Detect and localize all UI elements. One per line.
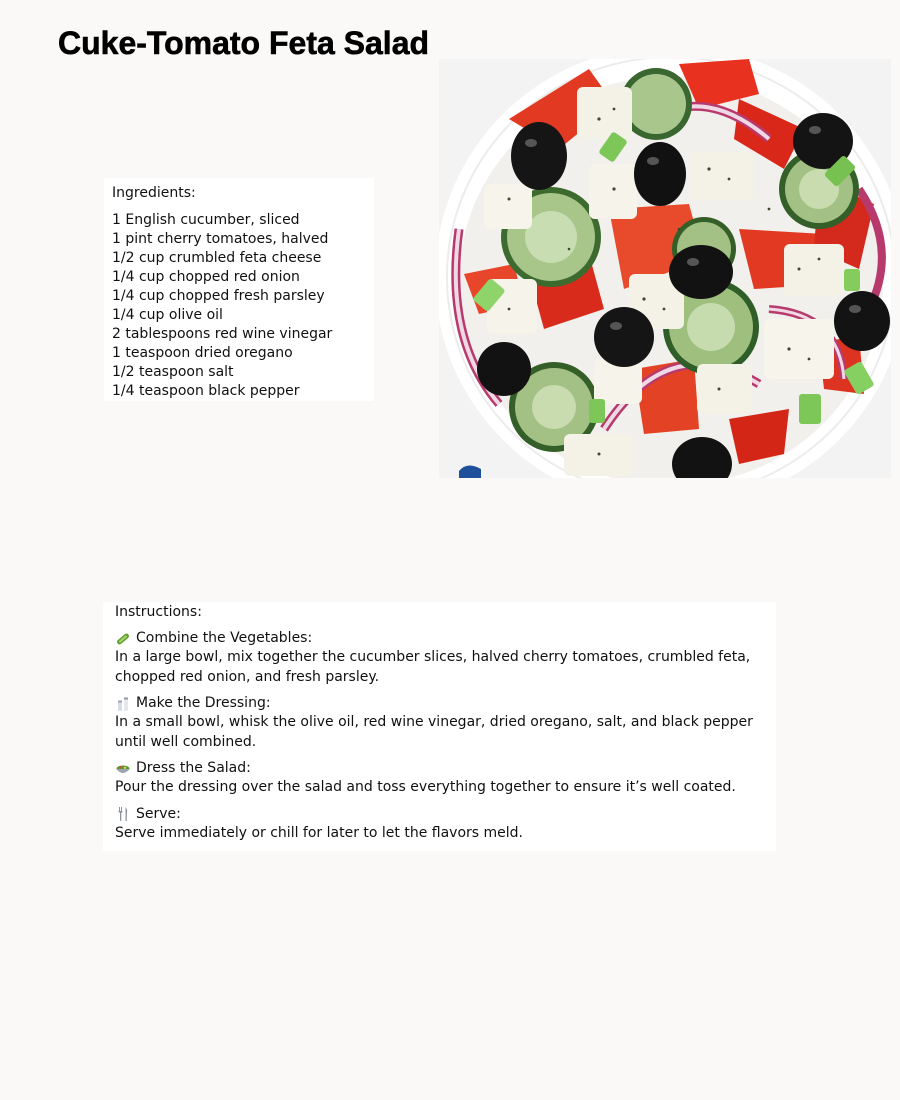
step-body: In a large bowl, mix together the cucumber slices, halved cherry tomatoes, crumbled feta, chopped red onion, and fresh parsley. [115, 649, 751, 685]
ingredient-item: 1/4 cup chopped red onion [112, 269, 300, 285]
step-body: Pour the dressing over the salad and toss everything together to ensure it’s well coated. [115, 779, 736, 795]
step-body: In a small bowl, whisk the olive oil, red wine vinegar, dried oregano, salt, and black pepper until well combined. [115, 714, 753, 750]
step-title: Serve: [136, 805, 181, 822]
instruction-step [115, 629, 764, 687]
cucumber-icon [115, 631, 131, 647]
ingredient-item: 1 English cucumber, sliced [112, 212, 300, 228]
step-title: Dress the Salad: [136, 760, 251, 776]
ingredient-item: 1/4 cup chopped fresh parsley [112, 288, 325, 304]
step-body: Serve immediately or chill for later to let the flavors meld. [115, 824, 524, 841]
ingredients-card [104, 178, 374, 401]
ingredient-item: 1 teaspoon dried oregano [112, 345, 293, 361]
instruction-step [115, 694, 764, 752]
ingredient-item: 1 pint cherry tomatoes, halved [112, 231, 329, 247]
salad-photo [439, 59, 891, 478]
salt-shaker-icon [115, 696, 131, 712]
step-title: Combine the Vegetables: [136, 630, 313, 646]
ingredients-heading: Ingredients: [112, 185, 196, 201]
ingredient-item: 2 tablespoons red wine vinegar [112, 326, 333, 342]
instructions-card [103, 602, 776, 851]
ingredient-item: 1/2 cup crumbled feta cheese [112, 250, 322, 266]
salad-bowl-icon [115, 761, 131, 777]
instructions-heading: Instructions: [115, 604, 202, 620]
step-title: Make the Dressing: [136, 695, 271, 711]
ingredient-item: 1/4 cup olive oil [112, 307, 223, 323]
instruction-step [115, 759, 764, 798]
instruction-step [115, 805, 764, 844]
ingredient-item: 1/4 teaspoon black pepper [112, 383, 300, 399]
page-title: Cuke-Tomato Feta Salad [58, 25, 430, 61]
fork-knife-icon [115, 806, 131, 822]
ingredient-item: 1/2 teaspoon salt [112, 364, 234, 380]
ingredient-list [112, 211, 366, 401]
